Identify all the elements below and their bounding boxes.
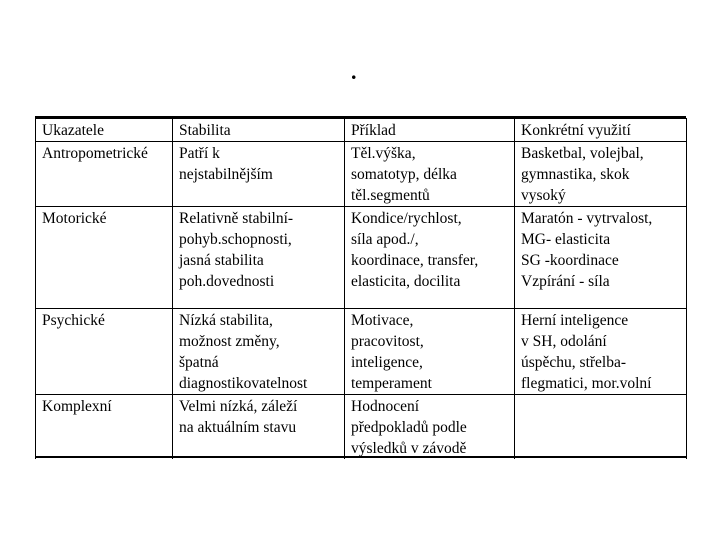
- cell-indicator: Motorické: [36, 207, 173, 309]
- cell-usage: [515, 395, 687, 460]
- cell-example: Hodnocení předpokladů podle výsledků v závodě: [345, 395, 515, 460]
- cell-indicator: Antropometrické: [36, 142, 173, 207]
- cell-example: Těl.výška, somatotyp, délka těl.segmentů: [345, 142, 515, 207]
- cell-indicator: Komplexní: [36, 395, 173, 460]
- table-row: [36, 309, 687, 395]
- cell-indicator: Psychické: [36, 309, 173, 395]
- table-row: [36, 142, 687, 207]
- cell-example: Kondice/rychlost, síla apod./, koordinace, transfer, elasticita, docilita: [345, 207, 515, 309]
- cell-stability: Velmi nízká, záleží na aktuálním stavu: [173, 395, 345, 460]
- header-example: Příklad: [345, 119, 515, 142]
- table-row: [36, 207, 687, 309]
- talent-indicators-table: [35, 118, 687, 459]
- table-header-row: [36, 119, 687, 142]
- cell-stability: Nízká stabilita, možnost změny, špatná diagnostikovatelnost: [173, 309, 345, 395]
- cell-usage: Basketbal, volejbal, gymnastika, skok vysoký: [515, 142, 687, 207]
- header-stability: Stabilita: [173, 119, 345, 142]
- header-indicator: Ukazatele: [36, 119, 173, 142]
- cell-stability: Relativně stabilní- pohyb.schopnosti, jasná stabilita poh.dovednosti: [173, 207, 345, 309]
- cell-stability: Patří k nejstabilnějším: [173, 142, 345, 207]
- title-mark: .: [351, 59, 357, 84]
- cell-example: Motivace, pracovitost, inteligence, temperament: [345, 309, 515, 395]
- cell-usage: Maratón - vytrvalost, MG- elasticita SG -koordinace Vzpírání - síla: [515, 207, 687, 309]
- header-usage: Konkrétní využití: [515, 119, 687, 142]
- table-row: [36, 395, 687, 460]
- cell-usage: Herní inteligence v SH, odolání úspěchu, střelba- flegmatici, mor.volní: [515, 309, 687, 395]
